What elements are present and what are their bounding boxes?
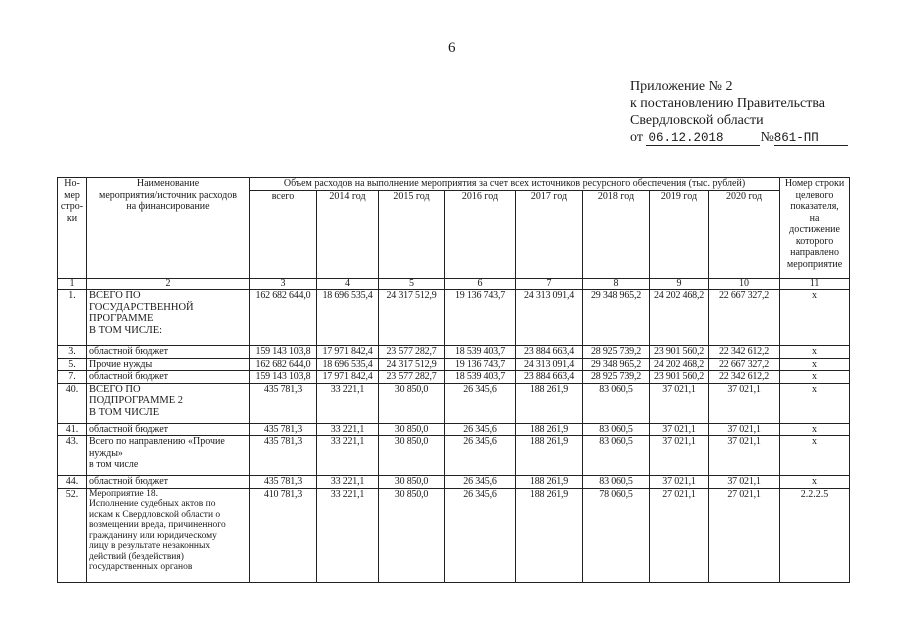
value-cell: 78 060,5 [583,488,650,582]
value-cell: 24 313 091,4 [516,358,583,371]
column-index: 1 [58,279,87,290]
appendix-header [630,78,848,146]
value-cell: 23 577 282,7 [379,371,445,384]
value-cell: 435 781,3 [250,423,317,436]
subheader-2019: 2019 год [650,191,709,279]
value-cell: 23 884 663,4 [516,371,583,384]
row-number: 1. [58,290,87,346]
target-row-number: x [780,423,850,436]
value-cell: 30 850,0 [379,476,445,489]
value-cell: 17 971 842,4 [317,371,379,384]
value-cell: 28 925 739,2 [583,371,650,384]
value-cell: 26 345,6 [445,476,516,489]
value-cell: 26 345,6 [445,383,516,423]
number-prefix: № [760,130,774,145]
subheader-2020: 2020 год [709,191,780,279]
row-number: 52. [58,488,87,582]
value-cell: 30 850,0 [379,383,445,423]
row-name: областной бюджет [87,423,250,436]
row-name: Прочие нужды [87,358,250,371]
value-cell: 188 261,9 [516,476,583,489]
value-cell: 29 348 965,2 [583,358,650,371]
target-row-number: 2.2.2.5 [780,488,850,582]
value-cell: 26 345,6 [445,488,516,582]
value-cell: 435 781,3 [250,383,317,423]
value-cell: 162 682 644,0 [250,358,317,371]
page-number: 6 [448,40,456,56]
value-cell: 18 539 403,7 [445,371,516,384]
value-cell: 28 925 739,2 [583,346,650,359]
row-number: 40. [58,383,87,423]
value-cell: 33 221,1 [317,383,379,423]
table-row-regional-budget [58,346,850,359]
value-cell: 24 317 512,9 [379,358,445,371]
date-prefix: от [630,130,643,145]
table-row-total-program [58,290,850,346]
value-cell: 33 221,1 [317,476,379,489]
column-index: 3 [250,279,317,290]
column-index: 10 [709,279,780,290]
value-cell: 37 021,1 [709,383,780,423]
row-name: Всего по направлению «Прочие нужды» в том числе [87,436,250,476]
target-row-number: x [780,476,850,489]
value-cell: 23 884 663,4 [516,346,583,359]
value-cell: 18 696 535,4 [317,358,379,371]
value-cell: 159 143 103,8 [250,371,317,384]
value-cell: 188 261,9 [516,488,583,582]
target-row-number: x [780,436,850,476]
appendix-title: Приложение № 2 [630,79,733,94]
appendix-date-line [630,129,848,146]
value-cell: 19 136 743,7 [445,290,516,346]
column-index: 5 [379,279,445,290]
row-name: Мероприятие 18. Исполнение судебных актов по искам к Свердловской области о возмещении вреда, причиненного гражданину или юридическому лицу в результате незаконных действий (бездействия) государственных органов [87,488,250,582]
value-cell: 24 202 468,2 [650,358,709,371]
value-cell: 29 348 965,2 [583,290,650,346]
value-cell: 27 021,1 [709,488,780,582]
column-index: 9 [650,279,709,290]
value-cell: 33 221,1 [317,436,379,476]
subheader-2015: 2015 год [379,191,445,279]
subheader-2017: 2017 год [516,191,583,279]
subheader-2018: 2018 год [583,191,650,279]
value-cell: 17 971 842,4 [317,346,379,359]
value-cell: 435 781,3 [250,476,317,489]
value-cell: 26 345,6 [445,436,516,476]
value-cell: 30 850,0 [379,488,445,582]
table-row-other-needs [58,358,850,371]
value-cell: 33 221,1 [317,488,379,582]
value-cell: 23 901 560,2 [650,371,709,384]
value-cell: 19 136 743,7 [445,358,516,371]
appendix-region: Свердловской области [630,113,764,128]
subheader-total: всего [250,191,317,279]
table-row-regional-budget [58,371,850,384]
resolution-number: 861-ПП [773,131,819,145]
value-cell: 83 060,5 [583,423,650,436]
row-number: 44. [58,476,87,489]
column-index-row [58,279,850,290]
table-row-regional-budget [58,476,850,489]
value-cell: 37 021,1 [650,436,709,476]
value-cell: 435 781,3 [250,436,317,476]
table-row-total-subprogram-2 [58,383,850,423]
col-header-name: Наименование мероприятия/источник расходов на финансирование [87,178,250,279]
value-cell: 37 021,1 [650,423,709,436]
value-cell: 23 901 560,2 [650,346,709,359]
column-index: 2 [87,279,250,290]
column-index: 7 [516,279,583,290]
row-number: 7. [58,371,87,384]
value-cell: 30 850,0 [379,423,445,436]
value-cell: 37 021,1 [709,476,780,489]
value-cell: 83 060,5 [583,436,650,476]
value-cell: 37 021,1 [650,383,709,423]
value-cell: 188 261,9 [516,436,583,476]
row-number: 43. [58,436,87,476]
appendix-resolution: к постановлению Правительства [630,96,826,111]
column-index: 11 [780,279,850,290]
value-cell: 159 143 103,8 [250,346,317,359]
target-row-number: x [780,383,850,423]
table-row-other-needs-direction [58,436,850,476]
value-cell: 22 342 612,2 [709,346,780,359]
target-row-number: x [780,290,850,346]
col-header-row-number: Но- мер стро- ки [58,178,87,279]
row-number: 3. [58,346,87,359]
value-cell: 22 667 327,2 [709,290,780,346]
number-underline [774,131,848,146]
value-cell: 37 021,1 [650,476,709,489]
subheader-2016: 2016 год [445,191,516,279]
resolution-date: 06.12.2018 [648,131,724,145]
value-cell: 27 021,1 [650,488,709,582]
col-header-volume: Объем расходов на выполнение мероприятия за счет всех источников ресурсного обеспечения (тыс. рублей) [250,178,780,191]
column-index: 4 [317,279,379,290]
value-cell: 83 060,5 [583,383,650,423]
row-name: ВСЕГО ПО ГОСУДАРСТВЕННОЙ ПРОГРАММЕ В ТОМ ЧИСЛЕ: [87,290,250,346]
expenditure-table [57,177,850,583]
value-cell: 22 342 612,2 [709,371,780,384]
date-underline [646,131,760,146]
value-cell: 188 261,9 [516,423,583,436]
value-cell: 33 221,1 [317,423,379,436]
value-cell: 24 317 512,9 [379,290,445,346]
value-cell: 18 696 535,4 [317,290,379,346]
value-cell: 26 345,6 [445,423,516,436]
row-number: 5. [58,358,87,371]
value-cell: 83 060,5 [583,476,650,489]
value-cell: 188 261,9 [516,383,583,423]
value-cell: 162 682 644,0 [250,290,317,346]
value-cell: 23 577 282,7 [379,346,445,359]
column-index: 8 [583,279,650,290]
value-cell: 30 850,0 [379,436,445,476]
value-cell: 410 781,3 [250,488,317,582]
value-cell: 22 667 327,2 [709,358,780,371]
value-cell: 24 313 091,4 [516,290,583,346]
row-name: областной бюджет [87,371,250,384]
target-row-number: x [780,371,850,384]
value-cell: 37 021,1 [709,436,780,476]
value-cell: 18 539 403,7 [445,346,516,359]
target-row-number: x [780,358,850,371]
target-row-number: x [780,346,850,359]
row-name: ВСЕГО ПО ПОДПРОГРАММЕ 2 В ТОМ ЧИСЛЕ [87,383,250,423]
col-header-target-row: Номер строки целевого показателя, на достижение которого направлено мероприятие [780,178,850,279]
subheader-2014: 2014 год [317,191,379,279]
row-number: 41. [58,423,87,436]
value-cell: 37 021,1 [709,423,780,436]
value-cell: 24 202 468,2 [650,290,709,346]
column-index: 6 [445,279,516,290]
row-name: областной бюджет [87,346,250,359]
row-name: областной бюджет [87,476,250,489]
table-row-regional-budget [58,423,850,436]
table-row-measure-18 [58,488,850,582]
